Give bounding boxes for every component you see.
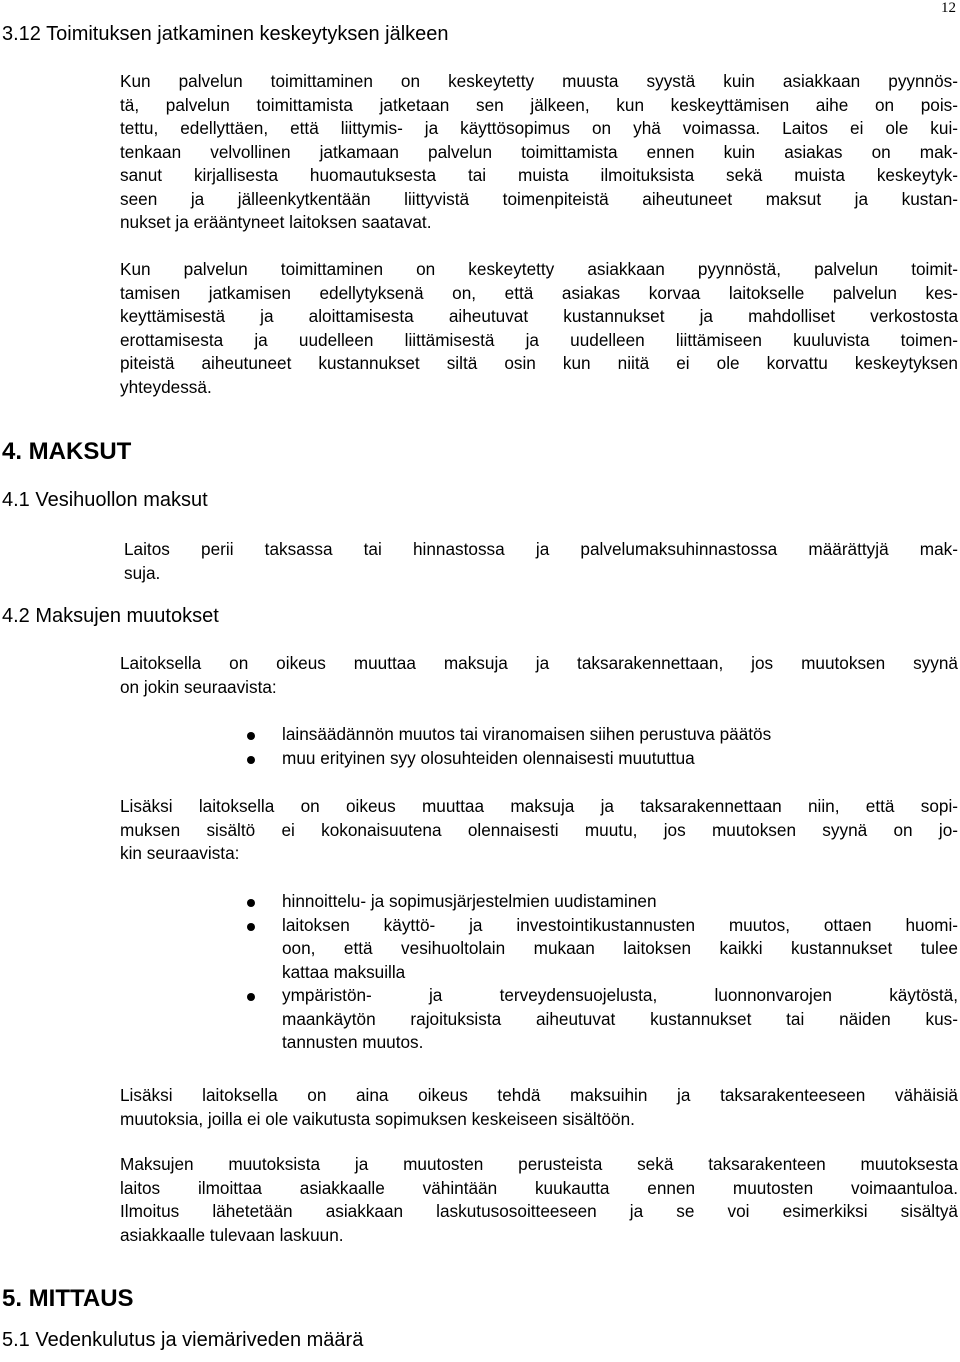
list-item xyxy=(282,723,958,747)
page-number: 12 xyxy=(941,0,956,16)
text-line: Lisäksi laitoksella on oikeus muuttaa maksuja ja taksarakennettaan niin, että sopi- xyxy=(120,796,958,816)
text-line: seen ja jälleenkytkentään liittyvistä toimenpiteistä aiheutuneet maksut ja kustan- xyxy=(120,188,958,209)
bullet-list-1 xyxy=(282,723,958,770)
section-4-heading: 4. MAKSUT xyxy=(2,438,132,465)
text-line: muksen sisältö ei kokonaisuutena olennaisesti muutu, jos muutoksen syynä on jo- xyxy=(120,819,958,840)
section-4-2-paragraph-3 xyxy=(120,1084,958,1131)
text-line: Laitos perii taksassa tai hinnastossa ja palvelumaksuhinnastossa määrättyjä mak- xyxy=(124,539,958,559)
text-line: tamisen jatkamisen edellytyksenä on, että asiakas korvaa laitokselle palvelun kes- xyxy=(120,282,958,303)
text-line: Laitoksella on oikeus muuttaa maksuja ja taksarakennettaan, jos muutoksen syynä xyxy=(120,653,958,673)
section-3-12-paragraph-2 xyxy=(120,258,958,399)
list-item-text: muu erityinen syy olosuhteiden olennaisesti muututtua xyxy=(282,747,695,768)
list-item xyxy=(282,984,958,1055)
bullet-icon xyxy=(247,899,255,907)
text-line: Maksujen muutoksista ja muutosten perusteista sekä taksarakenteen muutoksesta xyxy=(120,1154,958,1174)
section-5-1-heading: 5.1 Vedenkulutus ja viemäriveden määrä xyxy=(2,1329,364,1351)
bullet-list-2 xyxy=(282,890,958,1055)
list-item-text: ympäristön- ja terveydensuojelusta, luonnonvarojen käytöstä, xyxy=(282,985,958,1005)
text-line: kin seuraavista: xyxy=(120,843,240,863)
text-line: tenkaan velvollinen jatkamaan palvelun toimittamista ennen kuin asiakas on mak- xyxy=(120,141,958,162)
text-line: piteistä aiheutuneet kustannukset siltä osin kun niitä ei ole korvattu keskeytyksen xyxy=(120,353,958,373)
list-item xyxy=(282,890,958,914)
list-item-text: kattaa maksuilla xyxy=(282,961,406,982)
list-item-text: maankäytön rajoituksista aiheutuvat kustannukset tai näiden kus- xyxy=(282,1008,958,1029)
section-4-2-heading: 4.2 Maksujen muutokset xyxy=(2,605,219,627)
list-item-text: tannusten muutos. xyxy=(282,1032,424,1052)
list-item-text: laitoksen käyttö- ja investointikustannusten muutos, ottaen huomi- xyxy=(282,914,958,935)
text-line: asiakkaalle tulevaan laskuun. xyxy=(120,1224,344,1245)
bullet-icon xyxy=(247,732,255,740)
bullet-icon xyxy=(247,993,255,1001)
section-4-2-paragraph-2 xyxy=(120,795,958,866)
text-line: keyttämisestä ja aloittamisesta aiheutuvat kustannukset ja mahdolliset verkostosta xyxy=(120,306,958,326)
text-line: tettu, edellyttäen, että liittymis- ja käyttösopimus on yhä voimassa. Laitos ei ole kui- xyxy=(120,118,958,138)
text-line: Ilmoitus lähetetään asiakkaan laskutusosoitteeseen ja se voi esimerkiksi sisältyä xyxy=(120,1201,958,1221)
text-line: Kun palvelun toimittaminen on keskeytetty muusta syystä kuin asiakkaan pyynnös- xyxy=(120,71,958,91)
list-item-text: oon, että vesihuoltolain mukaan laitoksen kaikki kustannukset tulee xyxy=(282,938,958,958)
text-line: muutoksia, joilla ei ole vaikutusta sopimuksen keskeiseen sisältöön. xyxy=(120,1108,635,1129)
list-item-text: hinnoittelu- ja sopimusjärjestelmien uudistaminen xyxy=(282,891,657,911)
text-line: yhteydessä. xyxy=(120,376,212,397)
bullet-icon xyxy=(247,756,255,764)
text-line: erottamisesta ja uudelleen liittämisestä ja uudelleen liittämiseen kuuluvista toimen- xyxy=(120,329,958,350)
text-line: tä, palvelun toimittamista jatketaan sen jälkeen, kun keskeyttämisen aihe on pois- xyxy=(120,94,958,115)
section-5-heading: 5. MITTAUS xyxy=(2,1285,134,1312)
text-line: suja. xyxy=(124,562,161,583)
section-3-12-heading: 3.12 Toimituksen jatkaminen keskeytyksen jälkeen xyxy=(2,23,449,45)
text-line: Kun palvelun toimittaminen on keskeytetty asiakkaan pyynnöstä, palvelun toimit- xyxy=(120,259,958,279)
list-item xyxy=(282,747,958,771)
text-line: Lisäksi laitoksella on aina oikeus tehdä maksuihin ja taksarakenteeseen vähäisiä xyxy=(120,1085,958,1105)
text-line: nukset ja erääntyneet laitoksen saatavat. xyxy=(120,212,432,232)
text-line: laitos ilmoittaa asiakkaalle vähintään kuukautta ennen muutosten voimaantuloa. xyxy=(120,1177,958,1198)
text-line: sanut kirjallisesta huomautuksesta tai muista ilmoituksista sekä muista keskeytyk- xyxy=(120,165,958,185)
list-item xyxy=(282,914,958,985)
section-4-2-paragraph-1 xyxy=(120,652,958,699)
section-4-1-heading: 4.1 Vesihuollon maksut xyxy=(2,489,208,511)
section-3-12-paragraph-1 xyxy=(120,70,958,235)
section-4-2-paragraph-4 xyxy=(120,1153,958,1247)
list-item-text: lainsäädännön muutos tai viranomaisen siihen perustuva päätös xyxy=(282,724,772,744)
bullet-icon xyxy=(247,923,255,931)
section-4-1-paragraph xyxy=(124,538,958,585)
text-line: on jokin seuraavista: xyxy=(120,676,277,697)
